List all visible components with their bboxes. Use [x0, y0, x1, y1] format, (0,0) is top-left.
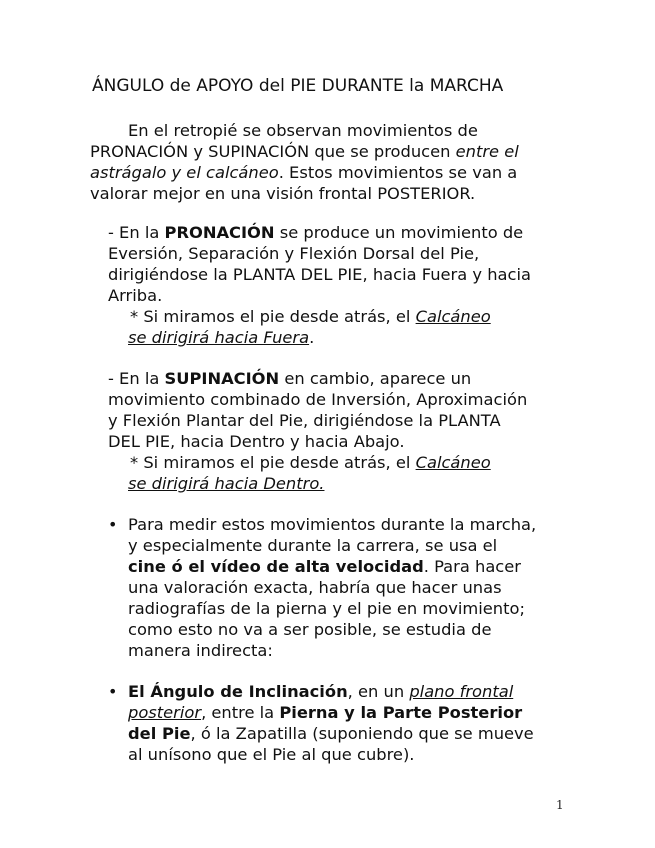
- bullet-underlined: posterior: [128, 703, 202, 722]
- note-text: .: [309, 328, 315, 347]
- bullet-line: Para medir estos movimientos durante la marcha,: [128, 515, 537, 534]
- bullet-measurement: [128, 514, 578, 661]
- bullet-text: . Para hacer: [423, 557, 521, 576]
- supinacion-line: [108, 368, 578, 389]
- pronacion-section: [108, 222, 578, 348]
- pronacion-note: [108, 306, 578, 327]
- supinacion-note: [108, 473, 578, 494]
- bullet-bold: El Ángulo de Inclinación: [128, 682, 348, 701]
- bullet-text: , en un: [347, 682, 410, 701]
- intro-paragraph: [90, 120, 570, 204]
- pronacion-text: - En la: [108, 223, 165, 242]
- intro-line: En el retropié se observan movimientos de: [128, 121, 478, 140]
- intro-text: . Estos movimientos se van a: [278, 163, 518, 182]
- pronacion-line: dirigiéndose la PLANTA DEL PIE, hacia Fuera y hacia: [108, 265, 531, 284]
- bullet-line: al unísono que el Pie al que cubre).: [128, 745, 415, 764]
- bullet-line: [128, 702, 578, 723]
- bullet-text: , ó la Zapatilla (suponiendo que se mueve: [190, 724, 534, 743]
- intro-italic: astrágalo y el calcáneo: [90, 163, 279, 182]
- bullet-line: manera indirecta:: [128, 641, 273, 660]
- supinacion-note: [108, 452, 578, 473]
- note-underlined: Calcáneo: [415, 307, 491, 326]
- bullet-marker: •: [108, 515, 118, 534]
- intro-italic: entre el: [455, 142, 519, 161]
- supinacion-text: - En la: [108, 369, 165, 388]
- bullet-bold: cine ó el vídeo de alta velocidad: [128, 557, 424, 576]
- bullet-line: [128, 723, 578, 744]
- supinacion-section: [108, 368, 578, 494]
- bullet-line: y especialmente durante la carrera, se usa el: [128, 536, 498, 555]
- supinacion-line: y Flexión Plantar del Pie, dirigiéndose la PLANTA: [108, 411, 501, 430]
- intro-line: valorar mejor en una visión frontal POSTERIOR.: [90, 184, 476, 203]
- bullet-bold: Pierna y la Parte Posterior: [279, 703, 523, 722]
- intro-line: [90, 141, 570, 162]
- note-text: * Si miramos el pie desde atrás, el: [130, 453, 416, 472]
- pronacion-note: [108, 327, 578, 348]
- bullet-line: radiografías de la pierna y el pie en movimiento;: [128, 599, 525, 618]
- pronacion-line: Arriba.: [108, 286, 163, 305]
- supinacion-text: en cambio, aparece un: [279, 369, 472, 388]
- bullet-angle: [128, 681, 578, 765]
- supinacion-line: DEL PIE, hacia Dentro y hacia Abajo.: [108, 432, 405, 451]
- note-underlined: se dirigirá hacia Dentro.: [128, 474, 325, 493]
- pronacion-bold: PRONACIÓN: [164, 223, 275, 242]
- pronacion-line: Eversión, Separación y Flexión Dorsal del Pie,: [108, 244, 480, 263]
- pronacion-text: se produce un movimiento de: [274, 223, 524, 242]
- bullet-underlined: plano frontal: [409, 682, 514, 701]
- intro-line: [90, 162, 570, 183]
- bullet-marker: •: [108, 682, 118, 701]
- supinacion-line: movimiento combinado de Inversión, Aproximación: [108, 390, 528, 409]
- bullet-line: como esto no va a ser posible, se estudia de: [128, 620, 492, 639]
- note-underlined: Calcáneo: [415, 453, 491, 472]
- pronacion-line: [108, 222, 578, 243]
- page-number: 1: [556, 798, 564, 812]
- intro-text: PRONACIÓN y SUPINACIÓN que se producen: [90, 142, 456, 161]
- bullet-line: [128, 681, 578, 702]
- supinacion-bold: SUPINACIÓN: [164, 369, 280, 388]
- bullet-line: [128, 556, 578, 577]
- document-title: ÁNGULO de APOYO del PIE DURANTE la MARCHA: [92, 76, 504, 96]
- note-underlined: se dirigirá hacia Fuera: [128, 328, 310, 347]
- note-text: * Si miramos el pie desde atrás, el: [130, 307, 416, 326]
- bullet-bold: del Pie: [128, 724, 191, 743]
- bullet-line: una valoración exacta, habría que hacer unas: [128, 578, 502, 597]
- bullet-text: , entre la: [201, 703, 280, 722]
